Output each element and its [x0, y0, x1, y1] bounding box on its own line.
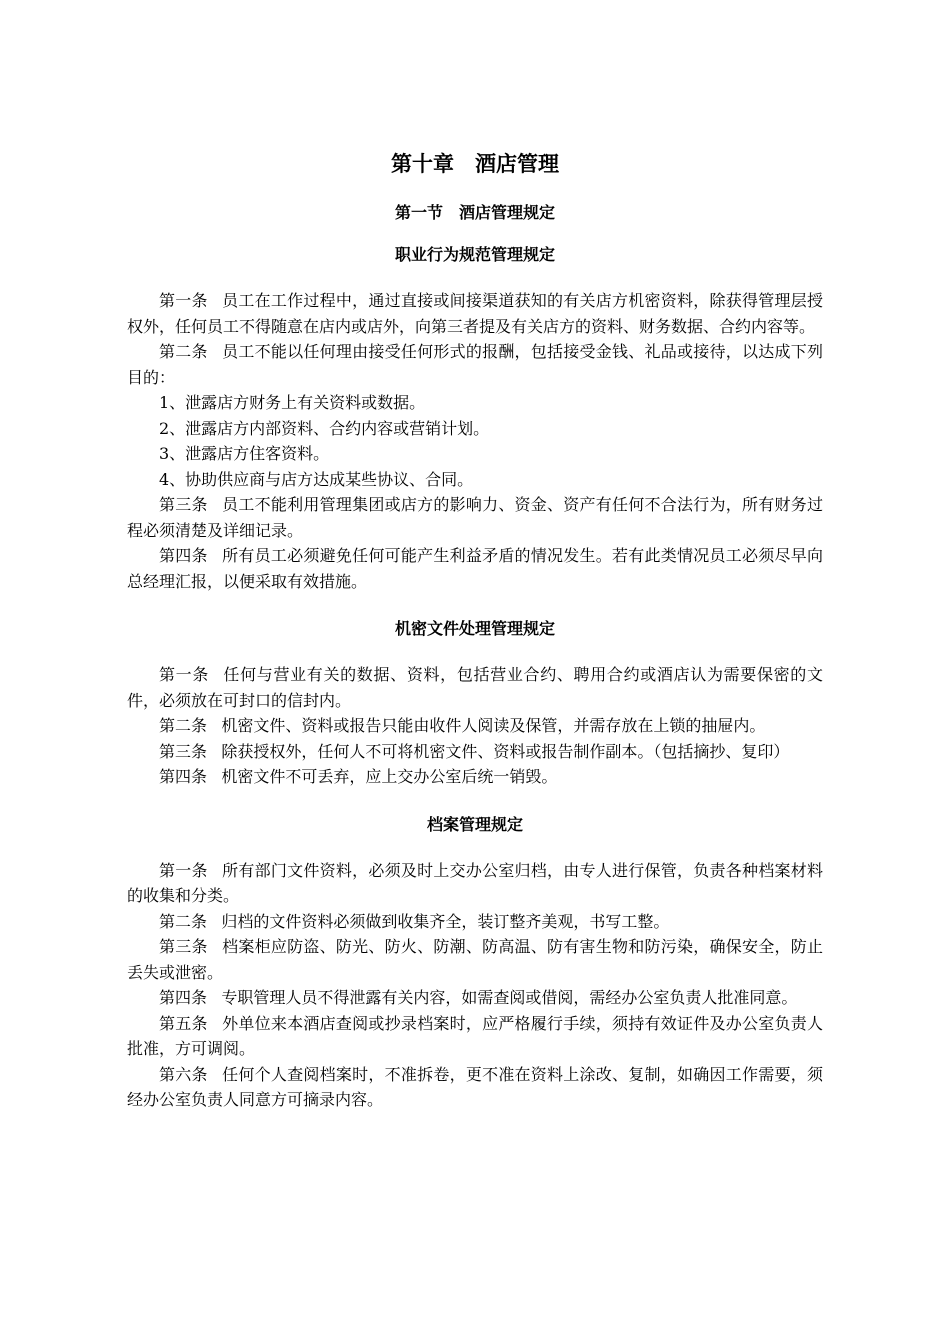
article-text: 员工在工作过程中，通过直接或间接渠道获知的有关店方机密资料，除获得管理层授权外，任何员工不得随意在店内或店外，向第三者提及有关店方的资料、财务数据、合约内容等。	[127, 291, 823, 336]
article-paragraph	[127, 909, 823, 935]
article-paragraph	[127, 339, 823, 390]
article-text: 4、协助供应商与店方达成某些协议、合同。	[159, 469, 474, 489]
article-text: 所有部门文件资料，必须及时上交办公室归档，由专人进行保管，负责各种档案材料的收集和分类。	[127, 860, 823, 905]
article-paragraph	[127, 1011, 823, 1062]
article-paragraph	[127, 492, 823, 543]
article-number: 第三条	[159, 741, 208, 761]
document-body	[127, 148, 823, 1135]
article-text: 档案柜应防盗、防光、防火、防潮、防高温、防有害生物和防污染，确保安全，防止丢失或泄密。	[127, 937, 823, 982]
article-text: 机密文件不可丢弃，应上交办公室后统一销毁。	[221, 767, 558, 786]
article-paragraph	[127, 662, 823, 713]
article-text: 专职管理人员不得泄露有关内容，如需查阅或借阅，需经办公室负责人批准同意。	[221, 988, 798, 1007]
article-paragraph	[127, 390, 823, 416]
article-paragraph	[127, 985, 823, 1011]
regulations	[127, 242, 823, 1113]
article-text: 除获授权外，任何人不可将机密文件、资料或报告制作副本。（包括摘抄、复印）	[221, 741, 790, 761]
article-text: 1、泄露店方财务上有关资料或数据。	[159, 393, 426, 412]
regulation-title: 档案管理规定	[426, 814, 523, 834]
article-text: 归档的文件资料必须做到收集齐全，装订整齐美观，书写工整。	[221, 911, 670, 931]
regulation-title: 职业行为规范管理规定	[394, 245, 555, 264]
article-number: 第四条	[159, 767, 208, 786]
article-text: 机密文件、资料或报告只能由收件人阅读及保管，并需存放在上锁的抽屉内。	[221, 716, 766, 735]
article-paragraph	[127, 713, 823, 739]
article-number: 第五条	[159, 1013, 208, 1033]
section-title: 第一节 酒店管理规定	[394, 203, 555, 222]
article-text: 3、泄露店方住客资料。	[159, 444, 330, 463]
article-paragraph	[127, 288, 823, 339]
article-paragraph	[127, 858, 823, 909]
article-number: 第二条	[159, 342, 208, 361]
article-number: 第三条	[159, 495, 208, 514]
article-text: 任何与营业有关的数据、资料，包括营业合约、聘用合约或酒店认为需要保密的文件，必须放在可封口的信封内。	[127, 665, 823, 710]
regulation-articles	[127, 662, 823, 790]
article-number: 第二条	[159, 911, 208, 931]
article-paragraph	[127, 1062, 823, 1113]
chapter-title: 第十章 酒店管理	[391, 151, 559, 176]
regulation-articles	[127, 288, 823, 594]
article-text: 所有员工必须避免任何可能产生利益矛盾的情况发生。若有此类情况员工必须尽早向总经理汇报，以便采取有效措施。	[127, 546, 823, 591]
article-paragraph	[127, 739, 823, 765]
article-paragraph	[127, 764, 823, 790]
article-paragraph	[127, 543, 823, 594]
article-number: 第四条	[159, 988, 208, 1007]
article-text: 员工不能利用管理集团或店方的影响力、资金、资产有任何不合法行为，所有财务过程必须清楚及详细记录。	[127, 495, 823, 540]
regulation-articles	[127, 858, 823, 1113]
article-number: 第六条	[159, 1064, 208, 1084]
regulation-title: 机密文件处理管理规定	[394, 619, 555, 638]
article-text: 2、泄露店方内部资料、合约内容或营销计划。	[159, 418, 490, 438]
article-number: 第四条	[159, 546, 208, 565]
article-number: 第一条	[159, 860, 208, 880]
article-paragraph	[127, 934, 823, 985]
article-text: 任何个人查阅档案时，不准拆卷，更不准在资料上涂改、复制，如确因工作需要，须经办公室负责人同意方可摘录内容。	[127, 1064, 823, 1109]
article-paragraph	[127, 441, 823, 467]
article-paragraph	[127, 467, 823, 493]
article-number: 第三条	[159, 937, 208, 956]
article-text: 员工不能以任何理由接受任何形式的报酬，包括接受金钱、礼品或接待，以达成下列目的：	[127, 342, 823, 387]
article-text: 外单位来本酒店查阅或抄录档案时，应严格履行手续，须持有效证件及办公室负责人批准，方可调阅。	[127, 1013, 823, 1058]
article-number: 第二条	[159, 716, 208, 735]
article-number: 第一条	[159, 291, 208, 310]
article-paragraph	[127, 416, 823, 442]
article-number: 第一条	[159, 665, 210, 684]
